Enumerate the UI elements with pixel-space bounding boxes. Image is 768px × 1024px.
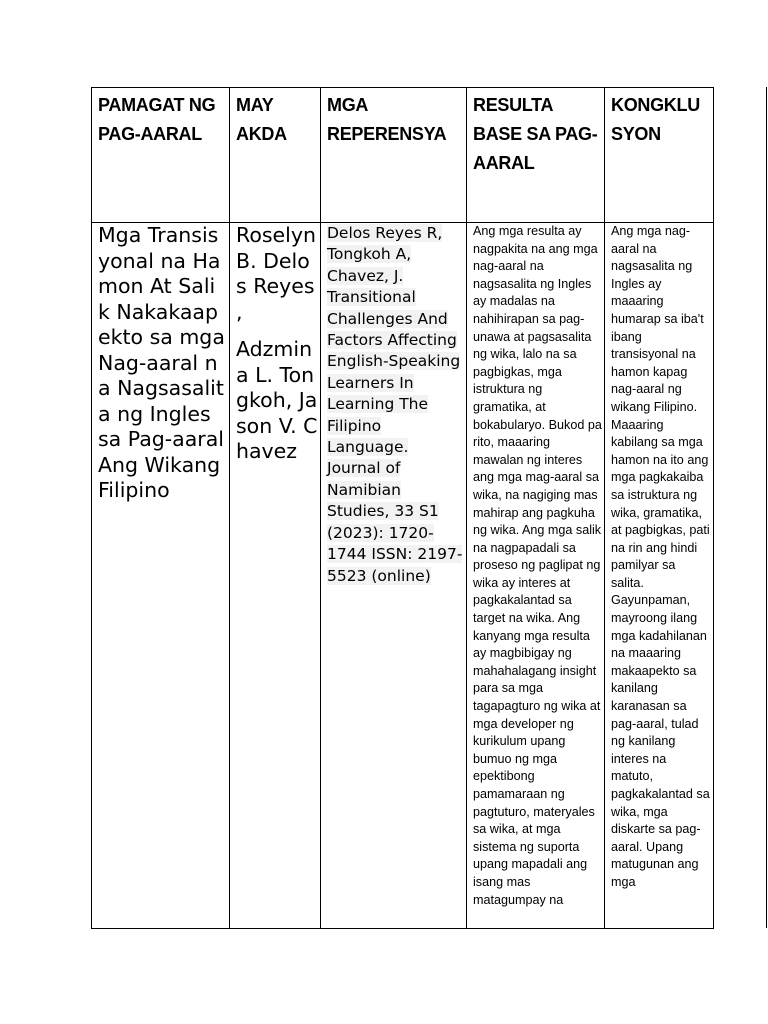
results-text: Ang mga resulta ay nagpakita na ang mga nag-aaral na nagsasalita ng Ingles ay madalas na nahihirapan sa pag-unawa at pagsasalita ng wika, lalo na sa pagbigkas, mga istruktura ng gramatika, at bokabularyo. Bukod pa rito, maaaring mawalan ng interes ang mga mag-aaral sa wika, na nagiging mas mahirap ang pagkuha ng wika. Ang mga salik na nagpapadali sa proseso ng paglipat ng wika ay interes at pagkakalantad sa target na wika. Ang kanyang mga resulta ay magbibigay ng mahahalagang insight para sa mga tagapagturo ng wika at mga developer ng kurikulum upang bumuo ng mga epektibong pamamaraan ng pagtuturo, materyales sa wika, at mga sistema ng suporta upang mapadali ang isang mas matagumpay na	[473, 224, 602, 907]
header-conclusion-label: KONGKLUSYON	[611, 95, 700, 144]
cell-conclusion	[605, 223, 714, 929]
header-title-label: PAMAGAT NG PAG-AARAL	[98, 95, 216, 144]
table-row	[92, 223, 714, 929]
header-cell-author	[230, 88, 321, 223]
cell-reference	[321, 223, 467, 929]
author-coauthors: Adzmina L. Tongkoh, Jason V. Chavez	[236, 337, 318, 463]
table-header-row	[92, 88, 714, 223]
header-cell-results	[467, 88, 605, 223]
author-primary: Roselyn B. Delos Reyes ,	[236, 223, 316, 324]
header-author-label: MAY AKDA	[236, 95, 287, 144]
header-reference-label: MGA REPERENSYA	[327, 95, 447, 144]
author-list	[230, 223, 320, 465]
cell-results	[467, 223, 605, 929]
cell-author	[230, 223, 321, 929]
reference-citation	[321, 223, 466, 587]
conclusion-text: Ang mga nag-aaral na nagsasalita ng Ingles ay maaaring humarap sa iba't ibang transisyonal na hamon kapag nag-aaral ng wikang Filipino. Maaaring kabilang sa mga hamon na ito ang mga pagkakaiba sa istruktura ng wika, gramatika, at pagbigkas, pati na rin ang hindi pamilyar sa salita. Gayunpaman, mayroong ilang mga kadahilanan na maaaring makaapekto sa kanilang karanasan sa pag-aaral, tulad ng kanilang interes na matuto, pagkakalantad sa wika, mga diskarte sa pag-aaral. Upang matugunan ang mga	[611, 224, 710, 889]
study-title: Mga Transisyonal na Hamon At Salik Nakakaapekto sa mga Nag-aaral na Nagsasalita ng Ingles sa Pag-aaral Ang Wikang Filipino	[98, 223, 225, 502]
reference-text: Delos Reyes R, Tongkoh A, Chavez, J. Transitional Challenges And Factors Affecting English-Speaking Learners In Learning The Filipino Language. Journal of Namibian Studies, 33 S1 (2023): 1720-1744 ISSN: 2197-5523 (online)	[327, 224, 463, 585]
cell-title	[92, 223, 230, 929]
header-results-label: RESULTA BASE SA PAG-AARAL	[473, 95, 598, 173]
header-cell-reference	[321, 88, 467, 223]
header-cell-title	[92, 88, 230, 223]
literature-review-table	[91, 87, 714, 929]
header-cell-conclusion	[605, 88, 714, 223]
